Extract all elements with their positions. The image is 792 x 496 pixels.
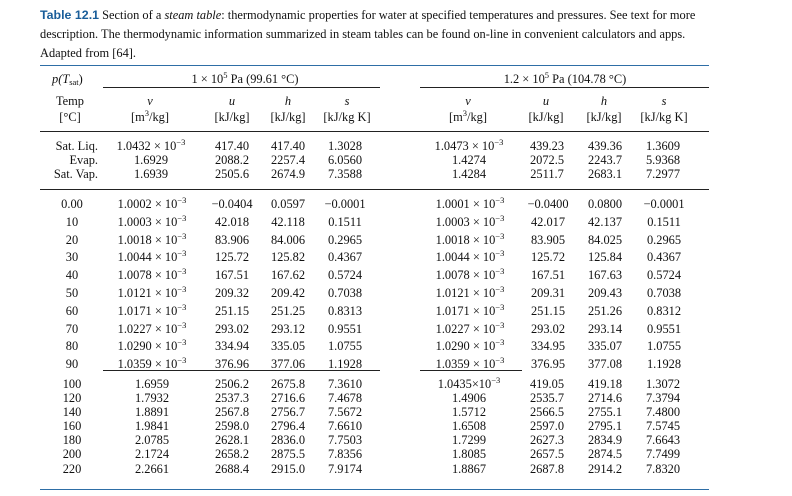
table-cell: $1.0227 \times 10^{-3}$ xyxy=(117,319,187,336)
table-cell: 2628.1 xyxy=(214,433,250,448)
table-cell: −0.0001 xyxy=(324,197,366,211)
g2-v-header: v xyxy=(465,94,471,108)
table-top-rule xyxy=(40,65,709,66)
cell: 1.6939 xyxy=(133,167,169,182)
table-cell: 40 xyxy=(65,268,79,283)
vapor-g2-h xyxy=(578,377,632,476)
table-cell: 2535.7 xyxy=(529,391,565,406)
table-cell: 2.2661 xyxy=(134,461,170,476)
vapor-g1-h xyxy=(262,377,314,476)
table-cell: 160 xyxy=(62,419,82,434)
cell: 2088.2 xyxy=(214,153,250,168)
table-cell: 7.4678 xyxy=(327,391,363,406)
table-cell: 0.8313 xyxy=(327,303,363,318)
table-cell: 0.4367 xyxy=(327,250,363,265)
g2-h-unit: [kJ/kg] xyxy=(586,110,622,124)
table-cell: 419.18 xyxy=(587,377,623,391)
table-cell: 209.42 xyxy=(270,285,306,300)
vapor-g1-v xyxy=(110,377,194,476)
table-cell: $1.0121 \times 10^{-3}$ xyxy=(117,283,187,300)
table-cell: 7.6643 xyxy=(645,433,681,448)
cell: 2511.7 xyxy=(530,167,564,182)
group1-rule xyxy=(103,87,380,88)
liquid-g2-h xyxy=(578,196,632,374)
table-cell: 1.8085 xyxy=(451,447,487,462)
table-cell: 0.9551 xyxy=(327,321,363,336)
table-cell: 125.72 xyxy=(214,250,250,265)
table-cell: 2567.8 xyxy=(214,405,250,420)
table-cell: 7.3794 xyxy=(645,391,681,406)
table-cell: 7.3610 xyxy=(327,377,363,391)
cell: 417.40 xyxy=(270,139,306,153)
table-cell: 1.4906 xyxy=(451,391,487,406)
table-cell: 377.08 xyxy=(587,357,623,372)
table-cell: 1.8867 xyxy=(451,461,487,476)
table-cell: 293.12 xyxy=(270,321,306,336)
table-cell: 2537.3 xyxy=(214,391,250,406)
sat-g2-s xyxy=(636,139,690,181)
table-cell: 2658.2 xyxy=(214,447,250,462)
table-cell: 1.7299 xyxy=(451,433,487,448)
table-cell: 140 xyxy=(62,405,82,420)
table-cell: $1.0003 \times 10^{-3}$ xyxy=(117,212,187,229)
table-cell: 0.0597 xyxy=(270,197,306,211)
temp-header: Temp xyxy=(55,94,85,108)
sat-label: Sat. Vap. xyxy=(53,167,98,182)
table-cell: $1.0290 \times 10^{-3}$ xyxy=(117,337,187,354)
cell: 1.6929 xyxy=(133,153,169,168)
group2-header: $1.2 \times 10^5$ Pa (104.78 °C) xyxy=(503,70,627,86)
table-cell: 7.7503 xyxy=(327,433,363,448)
table-cell: 1.0755 xyxy=(646,339,682,354)
table-cell: $1.0121 \times 10^{-3}$ xyxy=(435,283,505,300)
g1-h-header: h xyxy=(284,94,292,108)
table-cell: 2688.4 xyxy=(214,461,250,476)
g1-u-header: u xyxy=(228,94,236,108)
pressure-header: $p(T_{sat})$ xyxy=(52,72,83,87)
g2-s-unit: [kJ/kg K] xyxy=(640,110,688,124)
sat-g2-u xyxy=(520,139,574,181)
liquid-temps xyxy=(48,196,96,374)
table-cell: 7.9174 xyxy=(327,461,363,476)
table-cell: 334.95 xyxy=(530,339,566,354)
table-cell: 251.15 xyxy=(214,303,250,318)
table-cell: 376.95 xyxy=(530,357,566,372)
table-cell: 60 xyxy=(65,303,79,318)
table-cell: 0.2965 xyxy=(327,232,363,247)
table-cell: 2506.2 xyxy=(214,377,250,391)
table-cell: 167.62 xyxy=(270,268,306,283)
cell: 1.4274 xyxy=(451,153,487,168)
table-cell: 2914.2 xyxy=(587,461,623,476)
table-cell: 2915.0 xyxy=(270,461,306,476)
cell: 2257.4 xyxy=(270,153,306,168)
table-cell: 30 xyxy=(65,250,79,265)
g1-v-unit: $[m^3/kg]$ xyxy=(131,108,169,124)
table-cell: 10 xyxy=(65,214,79,229)
table-bottom-rule xyxy=(40,489,709,490)
sat-g2-h xyxy=(578,139,632,181)
table-cell: 2675.8 xyxy=(270,377,306,391)
g2-h-header: h xyxy=(600,94,608,108)
table-cell: −0.0001 xyxy=(643,197,685,211)
g1-v-header: v xyxy=(147,94,153,108)
caption-text: Section of a steam table: thermodynamic properties for water at specified temperatures and pressures. See text for more description. The thermodynamic information summarized in steam tables can be found on-line in convenient calculators and apps. Adapted from [64]. xyxy=(40,8,696,60)
table-cell: 251.25 xyxy=(270,303,306,318)
table-cell: 0.9551 xyxy=(646,321,682,336)
table-cell: 167.63 xyxy=(587,268,623,283)
table-cell: 2874.5 xyxy=(587,447,623,462)
table-cell: $1.0359 \times 10^{-3}$ xyxy=(435,355,505,372)
liquid-g1-s xyxy=(316,196,374,374)
table-cell: 2598.0 xyxy=(214,419,250,434)
g1-s-header: s xyxy=(344,94,350,108)
table-cell: 2836.0 xyxy=(270,433,306,448)
vapor-g2-s xyxy=(636,377,690,476)
table-cell: 251.26 xyxy=(587,303,623,318)
table-cell: 7.8320 xyxy=(645,461,681,476)
liquid-g1-v xyxy=(104,196,200,374)
g2-v-unit: $[m^3/kg]$ xyxy=(449,108,487,124)
table-cell: 0.00 xyxy=(61,197,83,211)
table-cell: 1.8891 xyxy=(134,405,170,420)
table-cell: 334.94 xyxy=(214,339,250,354)
cell: 2674.9 xyxy=(270,167,306,182)
sat-labels xyxy=(40,139,98,181)
table-cell: 2597.0 xyxy=(529,419,565,434)
table-cell: 220 xyxy=(62,461,82,476)
table-cell: 1.7932 xyxy=(134,391,170,406)
cell: 1.3028 xyxy=(327,139,363,153)
cell: 1.4284 xyxy=(451,167,487,182)
table-cell: 2795.1 xyxy=(587,419,623,434)
table-cell: 1.0755 xyxy=(327,339,363,354)
cell: 7.2977 xyxy=(645,167,681,182)
table-cell: 80 xyxy=(65,339,79,354)
table-cell: 42.137 xyxy=(587,214,623,229)
table-cell: 0.2965 xyxy=(646,232,682,247)
temp-unit: [°C] xyxy=(59,110,81,124)
table-cell: 251.15 xyxy=(530,303,566,318)
table-cell: 2714.6 xyxy=(587,391,623,406)
table-cell: 293.02 xyxy=(530,321,566,336)
table-cell: 84.025 xyxy=(587,232,623,247)
g2-s-header: s xyxy=(661,94,667,108)
table-cell: 2755.1 xyxy=(587,405,623,420)
liquid-g1-u xyxy=(204,196,260,374)
table-cell: 125.82 xyxy=(270,250,306,265)
table-cell: 1.5712 xyxy=(451,405,487,420)
table-cell: 20 xyxy=(65,232,79,247)
cell: 2505.6 xyxy=(214,167,250,182)
cell: 1.3609 xyxy=(645,139,681,153)
table-cell: 2756.7 xyxy=(270,405,306,420)
vapor-g2-v xyxy=(424,377,514,476)
sat-label: Evap. xyxy=(69,153,98,168)
table-cell: 1.1928 xyxy=(327,357,363,372)
cell: $1.0473 \times 10^{-3}$ xyxy=(434,137,504,153)
table-cell: 0.1511 xyxy=(328,214,362,229)
liquid-g2-v xyxy=(422,196,518,374)
table-cell: 200 xyxy=(62,447,82,462)
table-cell: 1.9841 xyxy=(134,419,170,434)
table-cell: $1.0044 \times 10^{-3}$ xyxy=(435,248,505,265)
g1-h-unit: [kJ/kg] xyxy=(270,110,306,124)
table-cell: 90 xyxy=(65,357,79,372)
cell: 7.3588 xyxy=(327,167,363,182)
table-cell: $1.0018 \times 10^{-3}$ xyxy=(435,230,505,247)
table-cell: $1.0018 \times 10^{-3}$ xyxy=(117,230,187,247)
caption-label: Table 12.1 xyxy=(40,8,100,22)
cell: 2243.7 xyxy=(587,153,623,168)
table-cell: 2834.9 xyxy=(587,433,623,448)
table-cell: $1.0290 \times 10^{-3}$ xyxy=(435,337,505,354)
table-cell: 2.0785 xyxy=(134,433,170,448)
sat-g1-v xyxy=(104,139,198,181)
table-cell: 167.51 xyxy=(530,268,566,283)
table-cell: 293.14 xyxy=(587,321,623,336)
cell: 439.36 xyxy=(587,139,623,153)
cell: 2683.1 xyxy=(587,167,623,182)
table-cell: 293.02 xyxy=(214,321,250,336)
table-cell: 0.7038 xyxy=(327,285,363,300)
table-cell: 42.118 xyxy=(271,214,305,229)
table-cell: 7.5672 xyxy=(327,405,363,420)
table-cell: 7.6610 xyxy=(327,419,363,434)
table-caption xyxy=(40,6,720,63)
table-cell: 2.1724 xyxy=(134,447,170,462)
table-cell: $1.0002 \times 10^{-3}$ xyxy=(117,195,187,211)
table-cell: 2875.5 xyxy=(270,447,306,462)
sat-g1-s xyxy=(318,139,372,181)
table-cell: 376.96 xyxy=(214,357,250,372)
table-cell: 209.43 xyxy=(587,285,623,300)
g2-u-unit: [kJ/kg] xyxy=(528,110,564,124)
table-cell: 7.4800 xyxy=(645,405,681,420)
vapor-temps xyxy=(48,377,96,476)
sat-g1-u xyxy=(206,139,258,181)
table-cell: $1.0171 \times 10^{-3}$ xyxy=(435,301,505,318)
table-cell: 50 xyxy=(65,285,79,300)
group1-header: $1 \times 10^5$ Pa (99.61 °C) xyxy=(191,70,299,86)
table-cell: 2687.8 xyxy=(529,461,565,476)
table-cell: 209.31 xyxy=(530,285,566,300)
table-cell: 42.017 xyxy=(530,214,566,229)
sat-label: Sat. Liq. xyxy=(55,139,98,153)
table-cell: 125.72 xyxy=(530,250,566,265)
cell: 417.40 xyxy=(214,139,250,153)
table-cell: 167.51 xyxy=(214,268,250,283)
sat-g1-h xyxy=(262,139,314,181)
table-cell: $1.0044 \times 10^{-3}$ xyxy=(117,248,187,265)
table-cell: 2566.5 xyxy=(529,405,565,420)
sat-bottom-rule xyxy=(40,189,709,190)
table-cell: 2657.5 xyxy=(529,447,565,462)
table-cell: 0.4367 xyxy=(646,250,682,265)
cell: 5.9368 xyxy=(645,153,681,168)
table-cell: 83.906 xyxy=(214,232,250,247)
sat-g2-v xyxy=(422,139,516,181)
table-cell: 2716.6 xyxy=(270,391,306,406)
g2-u-header: u xyxy=(542,94,550,108)
table-cell: 42.018 xyxy=(214,214,250,229)
table-cell: $1.0078 \times 10^{-3}$ xyxy=(435,266,505,283)
table-cell: 83.905 xyxy=(530,232,566,247)
table-cell: 180 xyxy=(62,433,82,448)
table-cell: $1.0078 \times 10^{-3}$ xyxy=(117,266,187,283)
table-cell: 7.8356 xyxy=(327,447,363,462)
table-cell: 1.3072 xyxy=(645,377,681,391)
table-cell: 0.5724 xyxy=(646,268,682,283)
table-cell: 0.1511 xyxy=(647,214,681,229)
table-cell: $1.0227 \times 10^{-3}$ xyxy=(435,319,505,336)
table-cell: 2796.4 xyxy=(270,419,306,434)
liquid-g2-u xyxy=(520,196,576,374)
table-cell: $1.0003 \times 10^{-3}$ xyxy=(435,212,505,229)
vapor-g2-u xyxy=(520,377,574,476)
table-cell: 1.6508 xyxy=(451,419,487,434)
cell: $1.0432 \times 10^{-3}$ xyxy=(116,137,186,153)
table-cell: 7.7499 xyxy=(645,447,681,462)
table-cell: 0.8312 xyxy=(646,303,682,318)
table-cell: 335.07 xyxy=(587,339,623,354)
vapor-g1-u xyxy=(206,377,258,476)
table-cell: −0.0404 xyxy=(211,197,253,211)
g1-u-unit: [kJ/kg] xyxy=(214,110,250,124)
table-cell: 84.006 xyxy=(270,232,306,247)
table-cell: 419.05 xyxy=(529,377,565,391)
table-cell: −0.0400 xyxy=(527,197,569,211)
liquid-g1-h xyxy=(262,196,314,374)
table-cell: 70 xyxy=(65,321,79,336)
cell: 2072.5 xyxy=(529,153,565,168)
table-cell: 377.06 xyxy=(270,357,306,372)
table-cell: $1.0171 \times 10^{-3}$ xyxy=(117,301,187,318)
cell: 439.23 xyxy=(529,139,565,153)
header-bottom-rule xyxy=(40,131,709,132)
table-cell: 2627.3 xyxy=(529,433,565,448)
cell: 6.0560 xyxy=(327,153,363,168)
table-cell: $1.0359 \times 10^{-3}$ xyxy=(117,355,187,372)
table-cell: $1.0435\times 10^{-3}$ xyxy=(437,375,501,391)
vapor-g1-s xyxy=(318,377,372,476)
table-cell: 1.6959 xyxy=(134,377,170,391)
table-cell: 0.5724 xyxy=(327,268,363,283)
table-cell: 0.7038 xyxy=(646,285,682,300)
liquid-g2-s xyxy=(634,196,694,374)
table-cell: 1.1928 xyxy=(646,357,682,372)
table-cell: 209.32 xyxy=(214,285,250,300)
table-cell: 7.5745 xyxy=(645,419,681,434)
table-cell: 125.84 xyxy=(587,250,623,265)
group2-rule xyxy=(420,87,709,88)
table-cell: 335.05 xyxy=(270,339,306,354)
table-cell: $1.0001 \times 10^{-3}$ xyxy=(435,195,505,211)
table-cell: 100 xyxy=(62,377,82,391)
table-cell: 120 xyxy=(62,391,82,406)
g1-s-unit: [kJ/kg K] xyxy=(323,110,371,124)
table-cell: 0.0800 xyxy=(587,197,623,211)
